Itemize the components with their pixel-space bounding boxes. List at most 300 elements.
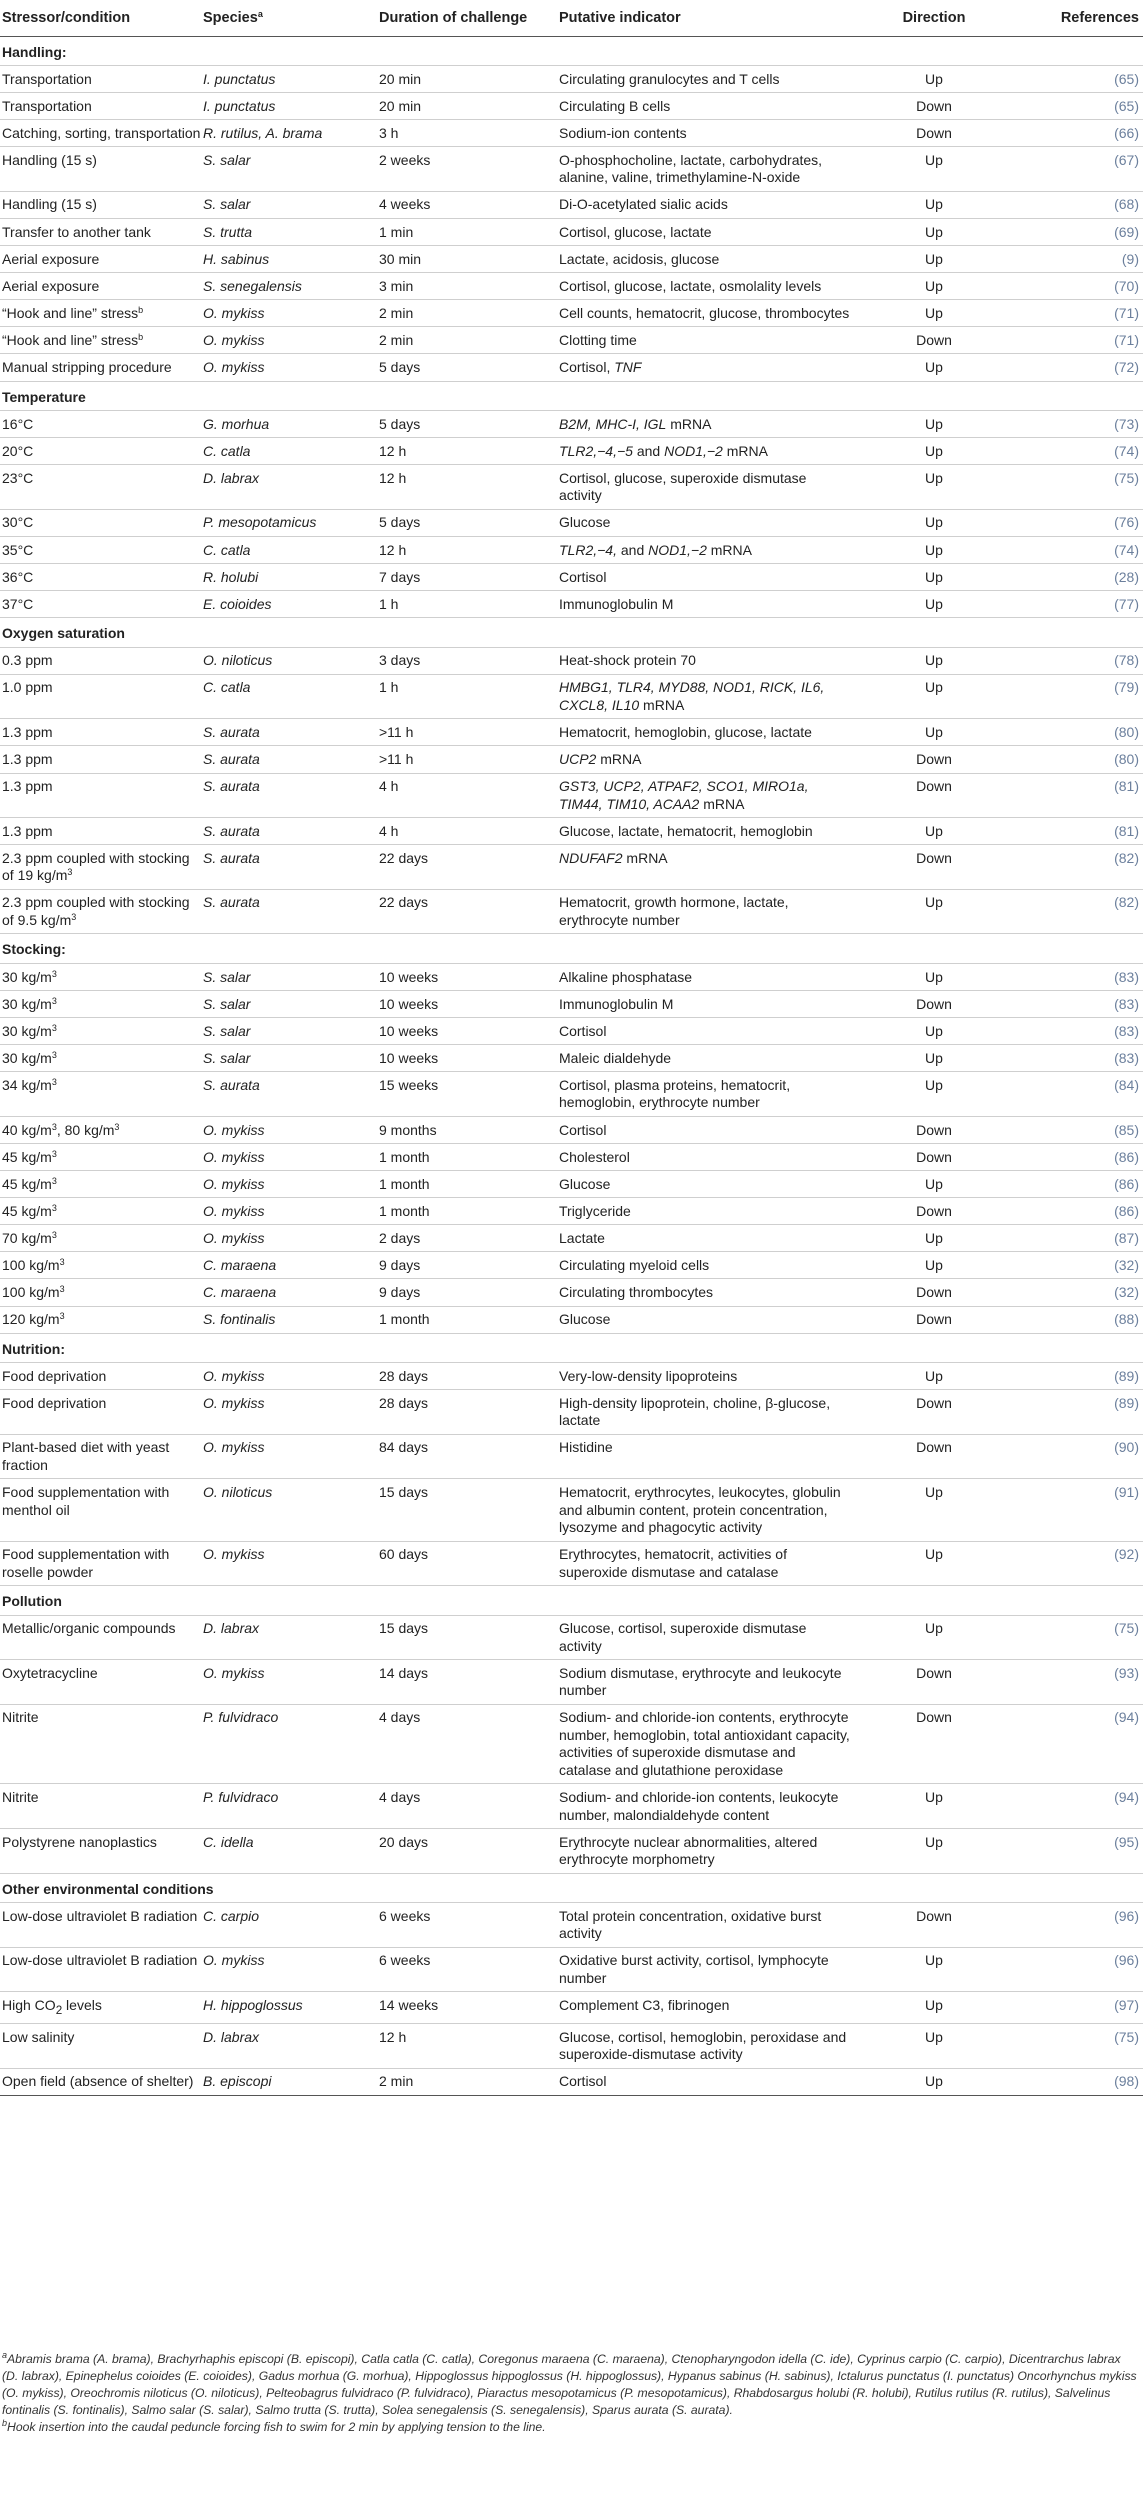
stressor-text-cont: levels [62, 1996, 102, 2013]
cell-reference [1018, 674, 1143, 719]
reference-link[interactable]: (71) [1114, 331, 1139, 348]
species-name: O. mykiss [203, 1546, 265, 1563]
cell-stressor [0, 746, 203, 773]
indicator-gene-names: TLR2,−4,−5 [559, 442, 633, 459]
cell-direction: Up [850, 1018, 1018, 1045]
reference-link[interactable]: (93) [1114, 1664, 1139, 1681]
cell-reference [1018, 1363, 1143, 1390]
cell-duration: 12 h [379, 438, 559, 465]
cell-direction: Up [850, 1252, 1018, 1279]
table-row [0, 300, 1143, 327]
indicator-text: Sodium- and chloride-ion contents, leukocyte number, malondialdehyde content [559, 1789, 839, 1823]
stressor-text: Low-dose ultraviolet B radiation [2, 1952, 198, 1969]
reference-link[interactable]: (74) [1114, 442, 1139, 459]
cell-stressor [0, 1704, 203, 1784]
reference-link[interactable]: (89) [1114, 1394, 1139, 1411]
stressor-text: Food supplementation with roselle powder [2, 1546, 170, 1580]
table-row [0, 1171, 1143, 1198]
cell-species [203, 438, 379, 465]
reference-link[interactable]: (75) [1114, 2028, 1139, 2045]
stressor-text: 34 kg/m [2, 1076, 52, 1093]
cell-direction: Down [850, 1279, 1018, 1306]
cell-direction: Down [850, 93, 1018, 120]
cell-duration: 4 h [379, 773, 559, 818]
cell-stressor [0, 845, 203, 890]
reference-link[interactable]: (96) [1114, 1907, 1139, 1924]
cell-indicator [559, 1615, 850, 1660]
cell-duration: >11 h [379, 719, 559, 746]
cell-species [203, 1198, 379, 1225]
cell-direction: Down [850, 1390, 1018, 1435]
cell-indicator [559, 1541, 850, 1586]
species-name: S. aurata [203, 1076, 260, 1093]
reference-link[interactable]: (9) [1121, 250, 1139, 267]
species-name: B. episcopi [203, 2073, 272, 2090]
cell-duration: 1 month [379, 1171, 559, 1198]
cell-duration: 6 weeks [379, 1903, 559, 1948]
species-name: C. catla [203, 541, 251, 558]
reference-link[interactable]: (92) [1114, 1546, 1139, 1563]
cell-indicator [559, 889, 850, 934]
cell-indicator [559, 1903, 850, 1948]
cell-indicator [559, 1363, 850, 1390]
cell-duration: 10 weeks [379, 963, 559, 990]
table-row [0, 2068, 1143, 2095]
table-row [0, 591, 1143, 618]
footnote-a-marker: a [2, 2350, 8, 2360]
species-name: S. salar [203, 995, 251, 1012]
reference-link[interactable]: (67) [1114, 151, 1139, 168]
indicator-text: Glucose, cortisol, superoxide dismutase activity [559, 1620, 807, 1654]
stressor-superscript: 3 [51, 1049, 57, 1060]
cell-reference [1018, 1784, 1143, 1829]
cell-species [203, 1045, 379, 1072]
cell-reference [1018, 1947, 1143, 1992]
reference-link[interactable]: (75) [1114, 1620, 1139, 1637]
cell-species [203, 1252, 379, 1279]
stressor-superscript: 3 [51, 1202, 57, 1213]
table-row [0, 246, 1143, 273]
section-row [0, 1873, 1143, 1903]
table-row [0, 845, 1143, 890]
cell-reference [1018, 509, 1143, 536]
species-name: O. mykiss [203, 1394, 265, 1411]
stressor-text: 1.3 ppm [2, 822, 53, 839]
cell-direction: Up [850, 536, 1018, 563]
species-name: D. labrax [203, 469, 260, 486]
cell-species [203, 1390, 379, 1435]
reference-link[interactable]: (69) [1114, 223, 1139, 240]
species-name: C. maraena [203, 1284, 277, 1301]
cell-stressor [0, 773, 203, 818]
indicator-text: Hematocrit, growth hormone, lactate, erythrocyte number [559, 894, 789, 928]
cell-duration: 84 days [379, 1434, 559, 1479]
cell-species [203, 991, 379, 1018]
indicator-text: Circulating B cells [559, 97, 671, 114]
cell-reference [1018, 1045, 1143, 1072]
table-row [0, 1045, 1143, 1072]
cell-stressor [0, 564, 203, 591]
reference-link[interactable]: (32) [1114, 1284, 1139, 1301]
indicator-text: mRNA [706, 541, 752, 558]
indicator-text: Cortisol, glucose, superoxide dismutase activity [559, 469, 807, 504]
section-row [0, 381, 1143, 411]
cell-duration: 20 days [379, 1829, 559, 1874]
indicator-text: Histidine [559, 1439, 613, 1456]
cell-indicator [559, 354, 850, 381]
reference-link[interactable]: (86) [1114, 1202, 1139, 1219]
stressor-superscript: b [138, 331, 144, 342]
stressor-text: 100 kg/m [2, 1256, 60, 1273]
cell-reference [1018, 719, 1143, 746]
table-row [0, 465, 1143, 510]
reference-link[interactable]: (32) [1114, 1256, 1139, 1273]
indicator-text: mRNA [596, 751, 642, 768]
indicator-text: High-density lipoprotein, choline, β-glucose, lactate [559, 1394, 831, 1429]
cell-indicator [559, 2068, 850, 2095]
species-name: S. salar [203, 151, 251, 168]
indicator-text: Complement C3, fibrinogen [559, 1996, 730, 2013]
cell-indicator [559, 674, 850, 719]
cell-species [203, 1903, 379, 1948]
section-row [0, 1333, 1143, 1363]
species-name: C. maraena [203, 1256, 277, 1273]
reference-link[interactable]: (88) [1114, 1311, 1139, 1328]
cell-indicator [559, 246, 850, 273]
species-name: D. labrax [203, 1620, 260, 1637]
cell-species [203, 93, 379, 120]
cell-stressor [0, 327, 203, 354]
stressor-text: 45 kg/m [2, 1175, 52, 1192]
table-row [0, 536, 1143, 563]
cell-reference [1018, 465, 1143, 510]
cell-indicator [559, 991, 850, 1018]
cell-stressor [0, 1390, 203, 1435]
cell-reference [1018, 1903, 1143, 1948]
species-name: H. hippoglossus [203, 1996, 303, 2013]
cell-direction: Up [850, 1171, 1018, 1198]
cell-duration: 9 days [379, 1252, 559, 1279]
reference-link[interactable]: (91) [1114, 1484, 1139, 1501]
table-row [0, 354, 1143, 381]
species-name: P. fulvidraco [203, 1789, 279, 1805]
cell-indicator [559, 93, 850, 120]
cell-stressor [0, 191, 203, 218]
cell-direction: Up [850, 66, 1018, 93]
cell-stressor [0, 1198, 203, 1225]
reference-link[interactable]: (65) [1114, 97, 1139, 114]
indicator-gene-names: TNF [614, 359, 642, 376]
reference-link[interactable]: (28) [1114, 568, 1139, 585]
footnote-marker: a [257, 9, 263, 19]
cell-indicator [559, 147, 850, 192]
reference-link[interactable]: (81) [1114, 822, 1139, 839]
stressor-superscript: 3 [51, 1022, 57, 1033]
cell-direction: Down [850, 120, 1018, 147]
table-row [0, 1434, 1143, 1479]
stressor-superscript: 3 [51, 968, 57, 979]
cell-indicator [559, 719, 850, 746]
cell-direction: Up [850, 674, 1018, 719]
cell-reference [1018, 2068, 1143, 2095]
indicator-text: Hematocrit, hemoglobin, glucose, lactate [559, 723, 812, 740]
species-name: S. salar [203, 968, 251, 985]
cell-species [203, 1541, 379, 1586]
reference-link[interactable]: (76) [1114, 514, 1139, 531]
cell-reference [1018, 1171, 1143, 1198]
reference-link[interactable]: (65) [1114, 70, 1139, 87]
species-name: O. mykiss [203, 1952, 265, 1969]
cell-species [203, 1434, 379, 1479]
indicator-text: Very-low-density lipoproteins [559, 1367, 738, 1384]
reference-link[interactable]: (68) [1114, 196, 1139, 213]
cell-species [203, 1306, 379, 1333]
cell-reference [1018, 327, 1143, 354]
reference-link[interactable]: (83) [1114, 995, 1139, 1012]
reference-link[interactable]: (72) [1114, 359, 1139, 376]
reference-link[interactable]: (95) [1114, 1833, 1139, 1850]
indicator-text: mRNA [666, 415, 712, 432]
species-name: R. rutilus, A. brama [203, 124, 323, 141]
reference-link[interactable]: (83) [1114, 968, 1139, 985]
reference-link[interactable]: (85) [1114, 1121, 1139, 1138]
section-row [0, 1586, 1143, 1616]
species-name: C. idella [203, 1833, 254, 1850]
reference-link[interactable]: (66) [1114, 124, 1139, 141]
species-name: O. mykiss [203, 1121, 265, 1138]
stressor-text: Nitrite [2, 1709, 39, 1726]
reference-link[interactable]: (82) [1114, 894, 1139, 911]
species-name: S. aurata [203, 751, 260, 768]
cell-duration: 14 weeks [379, 1992, 559, 2024]
cell-species [203, 354, 379, 381]
header-row [0, 4, 1143, 36]
table-row [0, 746, 1143, 773]
indicator-text: and [632, 442, 665, 459]
species-name: S. fontinalis [203, 1311, 276, 1328]
stressor-text: 16°C [2, 415, 34, 432]
cell-reference [1018, 564, 1143, 591]
cell-duration: 4 weeks [379, 191, 559, 218]
cell-indicator [559, 1144, 850, 1171]
reference-link[interactable]: (83) [1114, 1049, 1139, 1066]
species-name: D. labrax [203, 2028, 260, 2045]
stressor-text: 2.3 ppm coupled with stocking of 19 kg/m [2, 849, 190, 884]
cell-indicator [559, 1947, 850, 1992]
reference-link[interactable]: (94) [1114, 1789, 1139, 1805]
cell-duration: 30 min [379, 246, 559, 273]
cell-species [203, 1279, 379, 1306]
indicator-text: Di-O-acetylated sialic acids [559, 196, 728, 213]
reference-link[interactable]: (71) [1114, 304, 1139, 321]
stressor-text: 36°C [2, 568, 34, 585]
table-row [0, 509, 1143, 536]
stressor-text: Catching, sorting, transportation [2, 124, 201, 141]
cell-stressor [0, 536, 203, 563]
cell-direction: Up [850, 889, 1018, 934]
cell-indicator [559, 1252, 850, 1279]
table-row [0, 411, 1143, 438]
reference-link[interactable]: (87) [1114, 1229, 1139, 1246]
footnote-b-text: Hook insertion into the caudal peduncle forcing fish to swim for 2 min by applying tension to the line. [7, 2420, 546, 2434]
cell-stressor [0, 120, 203, 147]
cell-stressor [0, 1171, 203, 1198]
footnote-b-marker: b [2, 2418, 8, 2428]
table-row [0, 120, 1143, 147]
cell-direction: Down [850, 1660, 1018, 1705]
species-name: O. niloticus [203, 652, 273, 669]
reference-link[interactable]: (94) [1114, 1709, 1139, 1726]
reference-link[interactable]: (80) [1114, 751, 1139, 768]
reference-link[interactable]: (73) [1114, 415, 1139, 432]
cell-indicator [559, 746, 850, 773]
species-name: O. mykiss [203, 1202, 265, 1219]
species-name: S. trutta [203, 223, 253, 240]
stressor-text: Transportation [2, 70, 92, 87]
footnote-a [2, 2351, 1140, 2419]
cell-indicator [559, 438, 850, 465]
cell-indicator [559, 818, 850, 845]
stressor-text: 30 kg/m [2, 995, 52, 1012]
reference-link[interactable]: (78) [1114, 652, 1139, 669]
cell-reference [1018, 1704, 1143, 1784]
reference-link[interactable]: (96) [1114, 1952, 1139, 1969]
cell-direction: Down [850, 1903, 1018, 1948]
stressor-text: High CO [2, 1996, 56, 2013]
reference-link[interactable]: (86) [1114, 1175, 1139, 1192]
cell-duration: 28 days [379, 1363, 559, 1390]
reference-link[interactable]: (74) [1114, 541, 1139, 558]
cell-stressor [0, 1072, 203, 1117]
cell-reference [1018, 1225, 1143, 1252]
cell-duration: 2 min [379, 2068, 559, 2095]
cell-stressor [0, 818, 203, 845]
cell-duration: 2 weeks [379, 147, 559, 192]
cell-indicator [559, 1171, 850, 1198]
cell-indicator [559, 66, 850, 93]
reference-link[interactable]: (77) [1114, 595, 1139, 612]
stressor-text: 40 kg/m [2, 1121, 52, 1138]
cell-stressor [0, 147, 203, 192]
stressor-text: Aerial exposure [2, 277, 100, 294]
table-row [0, 438, 1143, 465]
cell-stressor [0, 218, 203, 245]
reference-link[interactable]: (89) [1114, 1367, 1139, 1384]
cell-stressor [0, 1784, 203, 1829]
cell-reference [1018, 438, 1143, 465]
stressor-superscript: 3 [114, 1121, 120, 1132]
table-row [0, 1363, 1143, 1390]
cell-stressor [0, 1306, 203, 1333]
reference-link[interactable]: (90) [1114, 1439, 1139, 1456]
cell-direction: Down [850, 991, 1018, 1018]
stressor-text: Handling (15 s) [2, 196, 97, 213]
cell-reference [1018, 746, 1143, 773]
header-duration: Duration of challenge [379, 4, 559, 36]
cell-stressor [0, 246, 203, 273]
reference-link[interactable]: (79) [1114, 679, 1139, 696]
cell-duration: 9 months [379, 1116, 559, 1143]
species-name: S. aurata [203, 894, 260, 911]
table-row [0, 1660, 1143, 1705]
cell-stressor [0, 991, 203, 1018]
table-row [0, 1279, 1143, 1306]
reference-link[interactable]: (82) [1114, 849, 1139, 866]
cell-reference [1018, 591, 1143, 618]
indicator-text: Sodium-ion contents [559, 124, 687, 141]
reference-link[interactable]: (81) [1114, 778, 1139, 795]
indicator-text: Glucose, cortisol, hemoglobin, peroxidase and superoxide-dismutase activity [559, 2028, 847, 2063]
cell-direction: Down [850, 1434, 1018, 1479]
species-name: I. punctatus [203, 97, 276, 114]
indicator-text: Erythrocytes, hematocrit, activities of superoxide dismutase and catalase [559, 1546, 787, 1580]
indicator-text: and [616, 541, 649, 558]
cell-stressor [0, 1434, 203, 1479]
cell-reference [1018, 300, 1143, 327]
species-name: S. salar [203, 1022, 251, 1039]
table-row [0, 191, 1143, 218]
species-name: S. salar [203, 196, 251, 213]
cell-species [203, 1992, 379, 2024]
reference-link[interactable]: (86) [1114, 1148, 1139, 1165]
indicator-text: Erythrocyte nuclear abnormalities, altered erythrocyte morphometry [559, 1833, 818, 1868]
section-heading: Stocking: [0, 934, 1143, 964]
section-heading: Temperature [0, 381, 1143, 411]
stressor-text: Plant-based diet with yeast fraction [2, 1439, 170, 1473]
reference-link[interactable]: (98) [1114, 2073, 1139, 2090]
stressor-text: Metallic/organic compounds [2, 1620, 176, 1637]
stressor-text: 20°C [2, 442, 34, 459]
cell-reference [1018, 647, 1143, 674]
table-row [0, 1541, 1143, 1586]
cell-species [203, 411, 379, 438]
reference-link[interactable]: (80) [1114, 723, 1139, 740]
reference-link[interactable]: (75) [1114, 469, 1139, 486]
indicator-text: Cortisol [559, 1121, 607, 1138]
cell-indicator [559, 300, 850, 327]
table-row [0, 147, 1143, 192]
cell-stressor [0, 1225, 203, 1252]
table-row [0, 1615, 1143, 1660]
cell-direction: Up [850, 300, 1018, 327]
cell-duration: 9 days [379, 1279, 559, 1306]
cell-duration: 15 days [379, 1479, 559, 1541]
cell-direction: Up [850, 1045, 1018, 1072]
table-body [0, 36, 1143, 2095]
reference-link[interactable]: (70) [1114, 277, 1139, 294]
cell-species [203, 300, 379, 327]
indicator-gene-names: UCP2 [559, 751, 597, 768]
cell-reference [1018, 1198, 1143, 1225]
cell-direction: Up [850, 1363, 1018, 1390]
stressor-text: 23°C [2, 469, 34, 486]
table-row [0, 1198, 1143, 1225]
species-name: C. catla [203, 679, 251, 696]
stressor-text-cont: , 80 kg/m [56, 1121, 115, 1138]
table-row [0, 1072, 1143, 1117]
indicator-text: Clotting time [559, 331, 637, 348]
stressor-text: Low salinity [2, 2028, 75, 2045]
cell-reference [1018, 191, 1143, 218]
reference-link[interactable]: (84) [1114, 1076, 1139, 1093]
table-row [0, 1144, 1143, 1171]
cell-duration: 15 weeks [379, 1072, 559, 1117]
cell-stressor [0, 1279, 203, 1306]
reference-link[interactable]: (83) [1114, 1022, 1139, 1039]
table-row [0, 564, 1143, 591]
reference-link[interactable]: (97) [1114, 1996, 1139, 2013]
cell-species [203, 1947, 379, 1992]
